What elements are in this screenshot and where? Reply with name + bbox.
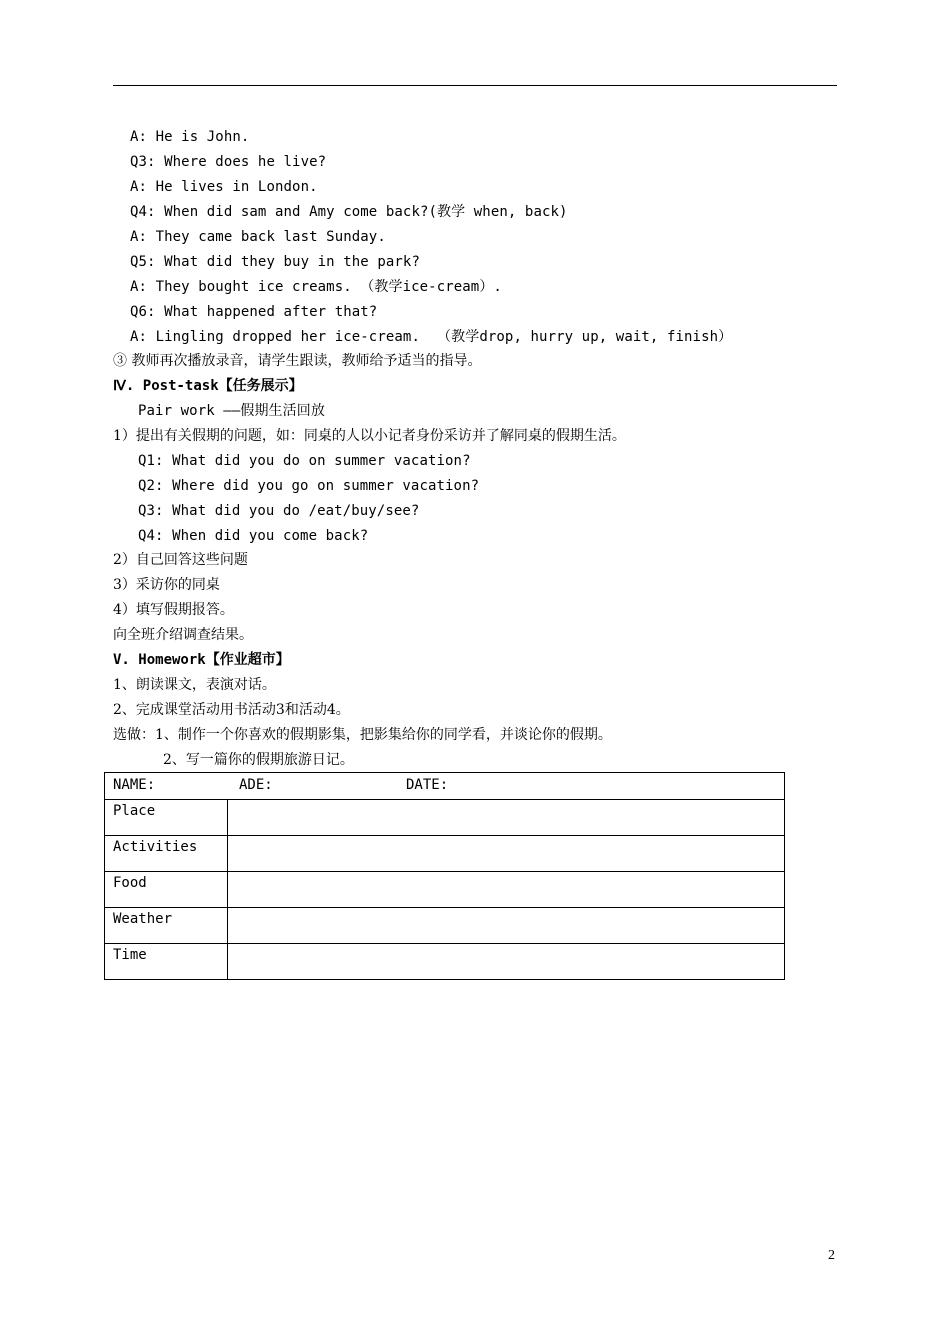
name-label: NAME: — [113, 777, 156, 793]
header-rule — [113, 85, 837, 86]
page-number: 2 — [828, 1248, 835, 1263]
qa-line: Q3: Where does he live? — [130, 154, 327, 170]
homework-item: 选做：1、制作一个你喜欢的假期影集，把影集给你的同学看，并谈论你的假期。 — [113, 727, 612, 743]
table-row — [105, 908, 785, 944]
qa-line: Q4: When did sam and Amy come back?(教学 when, back) — [130, 204, 568, 220]
pair-work-label: Pair work ——假期生活回放 — [138, 403, 325, 419]
section4-item5: 向全班介绍调查结果。 — [113, 627, 253, 643]
section4-heading: Ⅳ. Post-task【任务展示】 — [113, 378, 303, 394]
table-row — [105, 800, 785, 836]
step3-text: ③ 教师再次播放录音，请学生跟读，教师给予适当的指导。 — [113, 353, 482, 369]
table-header-cell — [105, 773, 785, 800]
section4-item3: 3）采访你的同桌 — [113, 577, 220, 593]
qa-line: A: He lives in London. — [130, 179, 318, 195]
section4-item4: 4）填写假期报答。 — [113, 602, 234, 618]
table-row — [105, 872, 785, 908]
qa-line: Q5: What did they buy in the park? — [130, 254, 420, 270]
qa-line: A: Lingling dropped her ice-cream. （教学drop, hurry up, wait, finish） — [130, 329, 733, 345]
homework-item: 2、完成课堂活动用书活动3和活动4。 — [113, 702, 350, 718]
answer-cell-time[interactable] — [228, 944, 785, 980]
row-label-food: Food — [105, 872, 228, 908]
answer-cell-weather[interactable] — [228, 908, 785, 944]
homework-item: 1、朗读课文，表演对话。 — [113, 677, 276, 693]
row-label-activities: Activities — [105, 836, 228, 872]
section4-item1: 1）提出有关假期的问题，如：同桌的人以小记者身份采访并了解同桌的假期生活。 — [113, 428, 626, 444]
qa-line: A: They came back last Sunday. — [130, 229, 386, 245]
qa-line: A: He is John. — [130, 129, 250, 145]
vacation-report-table — [104, 772, 785, 980]
grade-label: ADE: — [239, 777, 273, 793]
answer-cell-place[interactable] — [228, 800, 785, 836]
question-line: Q1: What did you do on summer vacation? — [138, 453, 471, 469]
answer-cell-activities[interactable] — [228, 836, 785, 872]
answer-cell-food[interactable] — [228, 872, 785, 908]
row-label-weather: Weather — [105, 908, 228, 944]
table-row — [105, 836, 785, 872]
section5-heading: V. Homework【作业超市】 — [113, 652, 290, 668]
question-line: Q2: Where did you go on summer vacation? — [138, 478, 480, 494]
qa-line: A: They bought ice creams. （教学ice-cream）. — [130, 279, 502, 295]
row-label-time: Time — [105, 944, 228, 980]
question-line: Q4: When did you come back? — [138, 528, 369, 544]
question-line: Q3: What did you do /eat/buy/see? — [138, 503, 420, 519]
table-row — [105, 944, 785, 980]
section4-item2: 2）自己回答这些问题 — [113, 552, 248, 568]
qa-line: Q6: What happened after that? — [130, 304, 378, 320]
homework-item: 2、写一篇你的假期旅游日记。 — [163, 752, 354, 768]
table-header-row — [105, 773, 785, 800]
row-label-place: Place — [105, 800, 228, 836]
date-label: DATE: — [406, 777, 449, 793]
